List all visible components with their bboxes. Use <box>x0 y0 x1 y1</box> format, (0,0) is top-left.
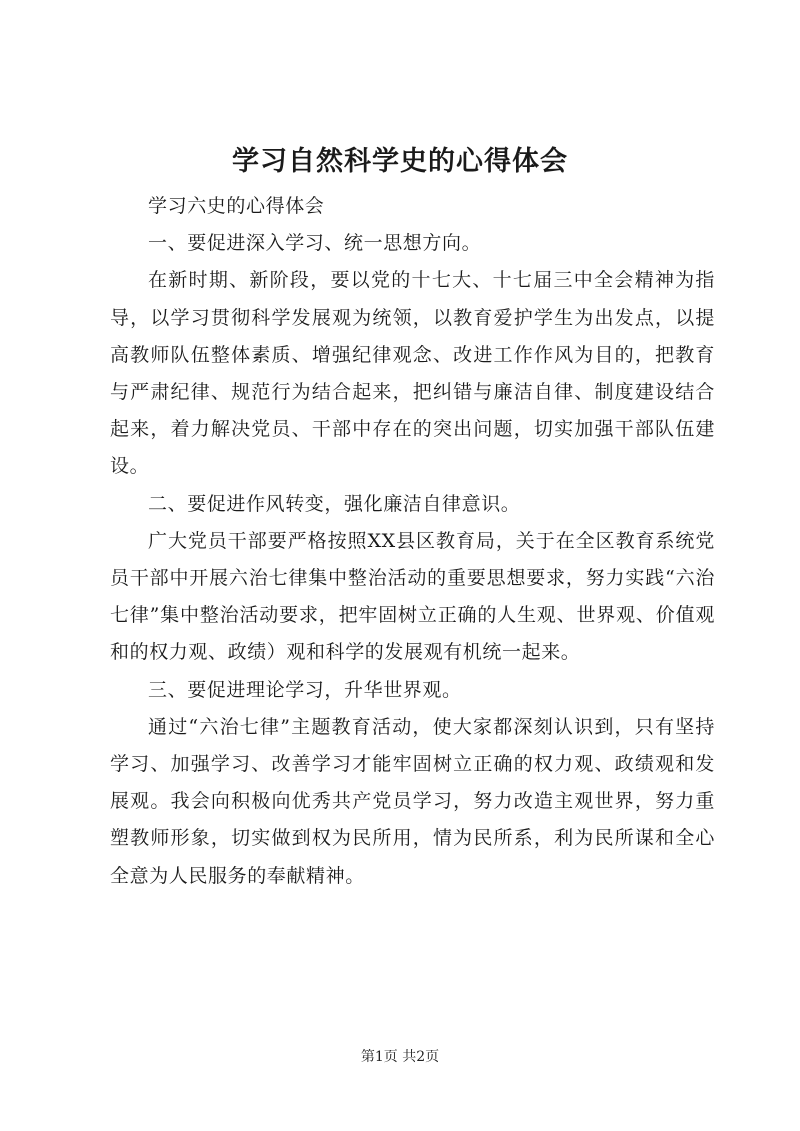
paragraph-section-2-body: 广大党员干部要严格按照XX县区教育局，关于在全区教育系统党员干部中开展六治七律集中整治活动的重要思想要求，努力实践“六治七律”集中整治活动要求，把牢固树立正确的人生观、世界观、价值观和的权力观、政绩）观和科学的发展观有机统一起来。 <box>110 529 715 664</box>
paragraph-section-1-heading: 一、要促进深入学习、统一思想方向。 <box>148 232 482 255</box>
page-number-footer: 第1页 共2页 <box>360 1049 440 1065</box>
paragraph-section-3-body: 通过“六治七律”主题教育活动，使大家都深刻认识到，只有坚持学习、加强学习、改善学习才能牢固树立正确的权力观、政绩观和发展观。我会向积极向优秀共产党员学习，努力改造主观世界，努力重塑教师形象，切实做到权为民所用，情为民所系，利为民所谋和全心全意为人民服务的奉献精神。 <box>110 715 715 887</box>
document-body <box>110 188 715 895</box>
document-title: 学习自然科学史的心得体会 <box>232 146 568 177</box>
paragraph-section-2-heading: 二、要促进作风转变，强化廉洁自律意识。 <box>148 492 521 515</box>
paragraph-section-3-heading: 三、要促进理论学习，升华世界观。 <box>148 678 462 701</box>
paragraph-section-1-body: 在新时期、新阶段，要以党的十七大、十七届三中全会精神为指导，以学习贯彻科学发展观为统领，以教育爱护学生为出发点，以提高教师队伍整体素质、增强纪律观念、改进工作作风为目的，把教育与严肃纪律、规范行为结合起来，把纠错与廉洁自律、制度建设结合起来，着力解决党员、干部中存在的突出问题，切实加强干部队伍建设。 <box>110 269 715 478</box>
paragraph-subtitle: 学习六史的心得体会 <box>148 195 325 217</box>
